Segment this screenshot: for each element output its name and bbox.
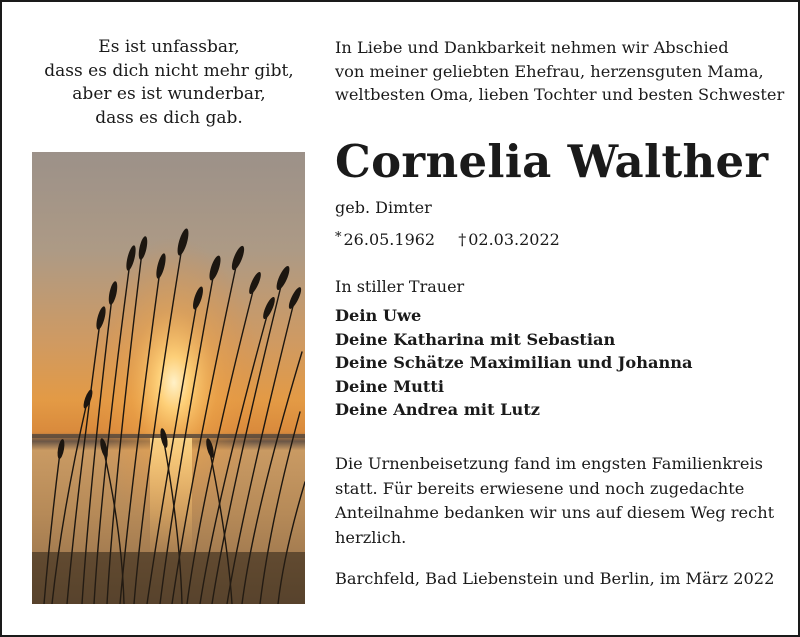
mourner-name: Deine Katharina mit Sebastian [335,329,616,349]
mourner-list [335,304,693,422]
closing-line: herzlich. [335,527,407,547]
place-and-date: Barchfeld, Bad Liebenstein und Berlin, im März 2022 [335,569,775,588]
poem-line: dass es dich nicht mehr gibt, [44,60,294,81]
poem-line: Es ist unfassbar, [98,37,240,57]
burial-notice [335,452,780,550]
intro-line: weltbesten Oma, lieben Tochter und besten Schwester [335,85,785,104]
mourner-name: Deine Andrea mit Lutz [335,400,540,420]
poem-line: aber es ist wunderbar, [72,84,266,104]
death-cross-icon: † [458,230,467,249]
sunset-reeds-photo [32,152,305,604]
death-date: 02.03.2022 [468,230,560,249]
intro-line: von meiner geliebten Ehefrau, herzensguten Mama, [335,61,764,81]
birth-name: geb. Dimter [335,198,432,217]
closing-line: statt. Für bereits erwiesene und noch zugedachte [335,478,745,498]
farewell-intro [335,36,785,107]
memorial-poem [32,36,306,130]
closing-line: Die Urnenbeisetzung fand im engsten Familienkreis [335,454,763,473]
birth-date: 26.05.1962 [343,230,436,249]
birth-star-icon: * [335,230,342,245]
mourning-heading: In stiller Trauer [335,277,465,296]
intro-line: In Liebe und Dankbarkeit nehmen wir Abschied [335,38,729,57]
mourner-name: Dein Uwe [335,306,422,325]
closing-line: Anteilnahme bedanken wir uns auf diesem Weg recht [335,503,775,522]
deceased-name: Cornelia Walther [335,135,769,188]
mourner-name: Deine Mutti [335,376,444,396]
mourner-name: Deine Schätze Maximilian und Johanna [335,353,693,373]
life-dates [335,227,560,251]
poem-line: dass es dich gab. [95,107,243,128]
